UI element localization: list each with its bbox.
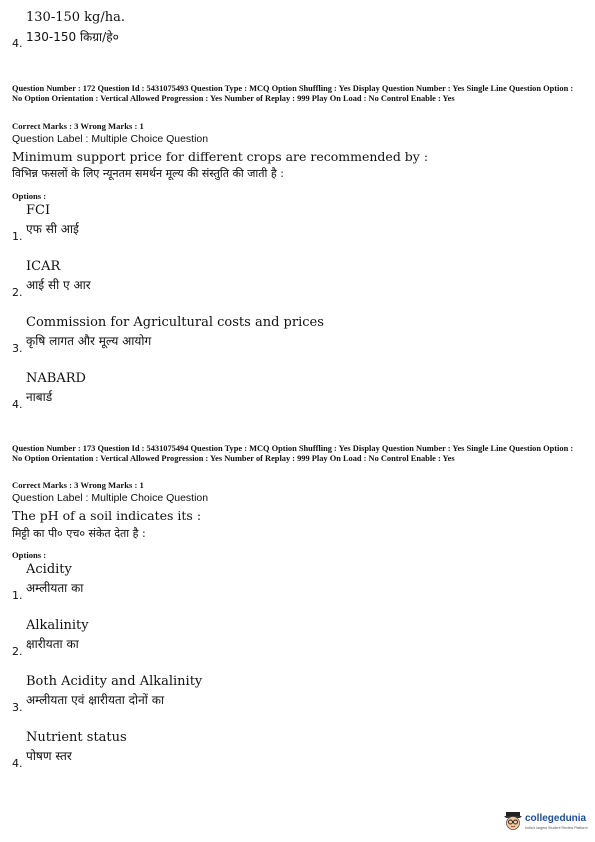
question-172-options-heading: Options : <box>12 191 47 201</box>
prev-option-4-hindi: 130-150 किग्रा/हे० <box>26 30 119 44</box>
q173-option-2-hindi: क्षारीयता का <box>26 637 79 651</box>
q173-option-1-english: Acidity <box>26 562 72 577</box>
q173-option-3-number: 3. <box>12 701 23 714</box>
mascot-face-icon <box>503 811 523 831</box>
q173-option-3-hindi: अम्लीयता एवं क्षारीयता दोनों का <box>26 693 165 707</box>
question-173-text-hindi: मिट्टी का पी० एच० संकेत देता है : <box>12 527 146 540</box>
q173-option-4-english: Nutrient status <box>26 730 127 745</box>
question-173-options-heading: Options : <box>12 550 47 560</box>
q172-option-4-number: 4. <box>12 398 23 411</box>
q172-option-4-english: NABARD <box>26 371 86 386</box>
q172-option-2-english: ICAR <box>26 259 61 274</box>
q172-option-1-number: 1. <box>12 230 23 243</box>
question-172-meta: Question Number : 172 Question Id : 5431075493 Question Type : MCQ Option Shuffling : Yes Display Question Number : Yes Single Line Question Option : No Option Orientation : Vertical Allowed Progression : Yes Number of Replay : 999 Play On Load : No Control Enable : Yes <box>12 84 574 103</box>
logo-name: collegedunia <box>525 813 587 824</box>
question-172-label: Question Label : Multiple Choice Question <box>12 133 209 145</box>
q172-option-4-hindi: नाबार्ड <box>26 390 53 404</box>
q173-option-2-number: 2. <box>12 645 23 658</box>
question-173-marks: Correct Marks : 3 Wrong Marks : 1 <box>12 480 144 490</box>
question-172-text-english: Minimum support price for different crops are recommended by : <box>12 149 429 164</box>
collegedunia-logo <box>503 811 589 835</box>
logo-tagline: India's largest Student Review Platform <box>525 826 588 830</box>
question-173-label: Question Label : Multiple Choice Question <box>12 492 209 504</box>
question-172-text-hindi: विभिन्न फसलों के लिए न्यूनतम समर्थन मूल्य की संस्तुति की जाती है : <box>12 167 284 180</box>
q172-option-1-hindi: एफ सी आई <box>26 222 79 236</box>
q172-option-3-english: Commission for Agricultural costs and prices <box>26 315 324 330</box>
q172-option-3-number: 3. <box>12 342 23 355</box>
q172-option-3-hindi: कृषि लागत और मूल्य आयोग <box>26 334 152 348</box>
q173-option-3-english: Both Acidity and Alkalinity <box>26 674 203 689</box>
q173-option-1-hindi: अम्लीयता का <box>26 581 84 595</box>
q173-option-2-english: Alkalinity <box>26 618 89 633</box>
q172-option-2-hindi: आई सी ए आर <box>26 278 91 292</box>
q172-option-2-number: 2. <box>12 286 23 299</box>
q172-option-1-english: FCI <box>26 203 51 218</box>
prev-option-4-number: 4. <box>12 37 23 50</box>
q173-option-4-hindi: पोषण स्तर <box>26 749 72 763</box>
q173-option-4-number: 4. <box>12 757 23 770</box>
question-172-marks: Correct Marks : 3 Wrong Marks : 1 <box>12 121 144 131</box>
prev-option-3-english: 130-150 kg/ha. <box>26 10 125 25</box>
q173-option-1-number: 1. <box>12 589 23 602</box>
question-173-meta: Question Number : 173 Question Id : 5431075494 Question Type : MCQ Option Shuffling : Yes Display Question Number : Yes Single Line Question Option : No Option Orientation : Vertical Allowed Progression : Yes Number of Replay : 999 Play On Load : No Control Enable : Yes <box>12 444 574 463</box>
question-173-text-english: The pH of a soil indicates its : <box>12 508 202 523</box>
